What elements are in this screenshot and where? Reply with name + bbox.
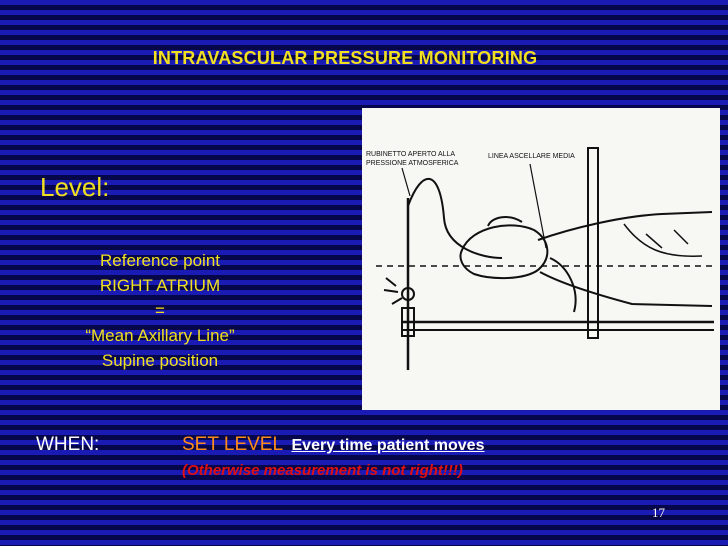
warning-note: (Otherwise measurement is not right!!!) <box>182 462 463 479</box>
reference-line: “Mean Axillary Line” <box>85 326 235 345</box>
patient-back <box>540 272 712 306</box>
every-time-text: Every time patient moves <box>291 437 485 454</box>
reference-line: Reference point <box>99 251 221 270</box>
axillary-line-label: LINEA ASCELLARE MEDIA <box>488 153 575 160</box>
illustration-drawing <box>362 108 720 410</box>
pressure-tubing <box>408 179 502 258</box>
level-heading: Level: <box>40 172 110 202</box>
reference-line: = <box>155 301 165 320</box>
sheet-creases <box>646 230 688 248</box>
stopcock-pointer <box>402 168 410 196</box>
patient-transducer-illustration <box>362 108 720 410</box>
sheet-fold <box>624 224 702 256</box>
axillary-pointer <box>530 164 546 248</box>
stopcock-label-line2: PRESSIONE ATMOSFERICA <box>366 160 459 167</box>
slide-title: INTRAVASCULAR PRESSURE MONITORING <box>152 48 538 68</box>
page-number: 17 <box>652 505 665 520</box>
when-label: WHEN: <box>36 434 100 455</box>
set-level-text: SET LEVEL <box>182 434 284 455</box>
set-level-row <box>182 434 484 456</box>
reference-line: Supine position <box>101 351 219 370</box>
stopcock-handles <box>384 278 402 304</box>
reference-line: RIGHT ATRIUM <box>99 276 221 295</box>
reference-point-block <box>55 248 265 373</box>
measuring-pole <box>588 148 598 338</box>
stopcock-label-line1: RUBINETTO APERTO ALLA <box>366 151 456 158</box>
